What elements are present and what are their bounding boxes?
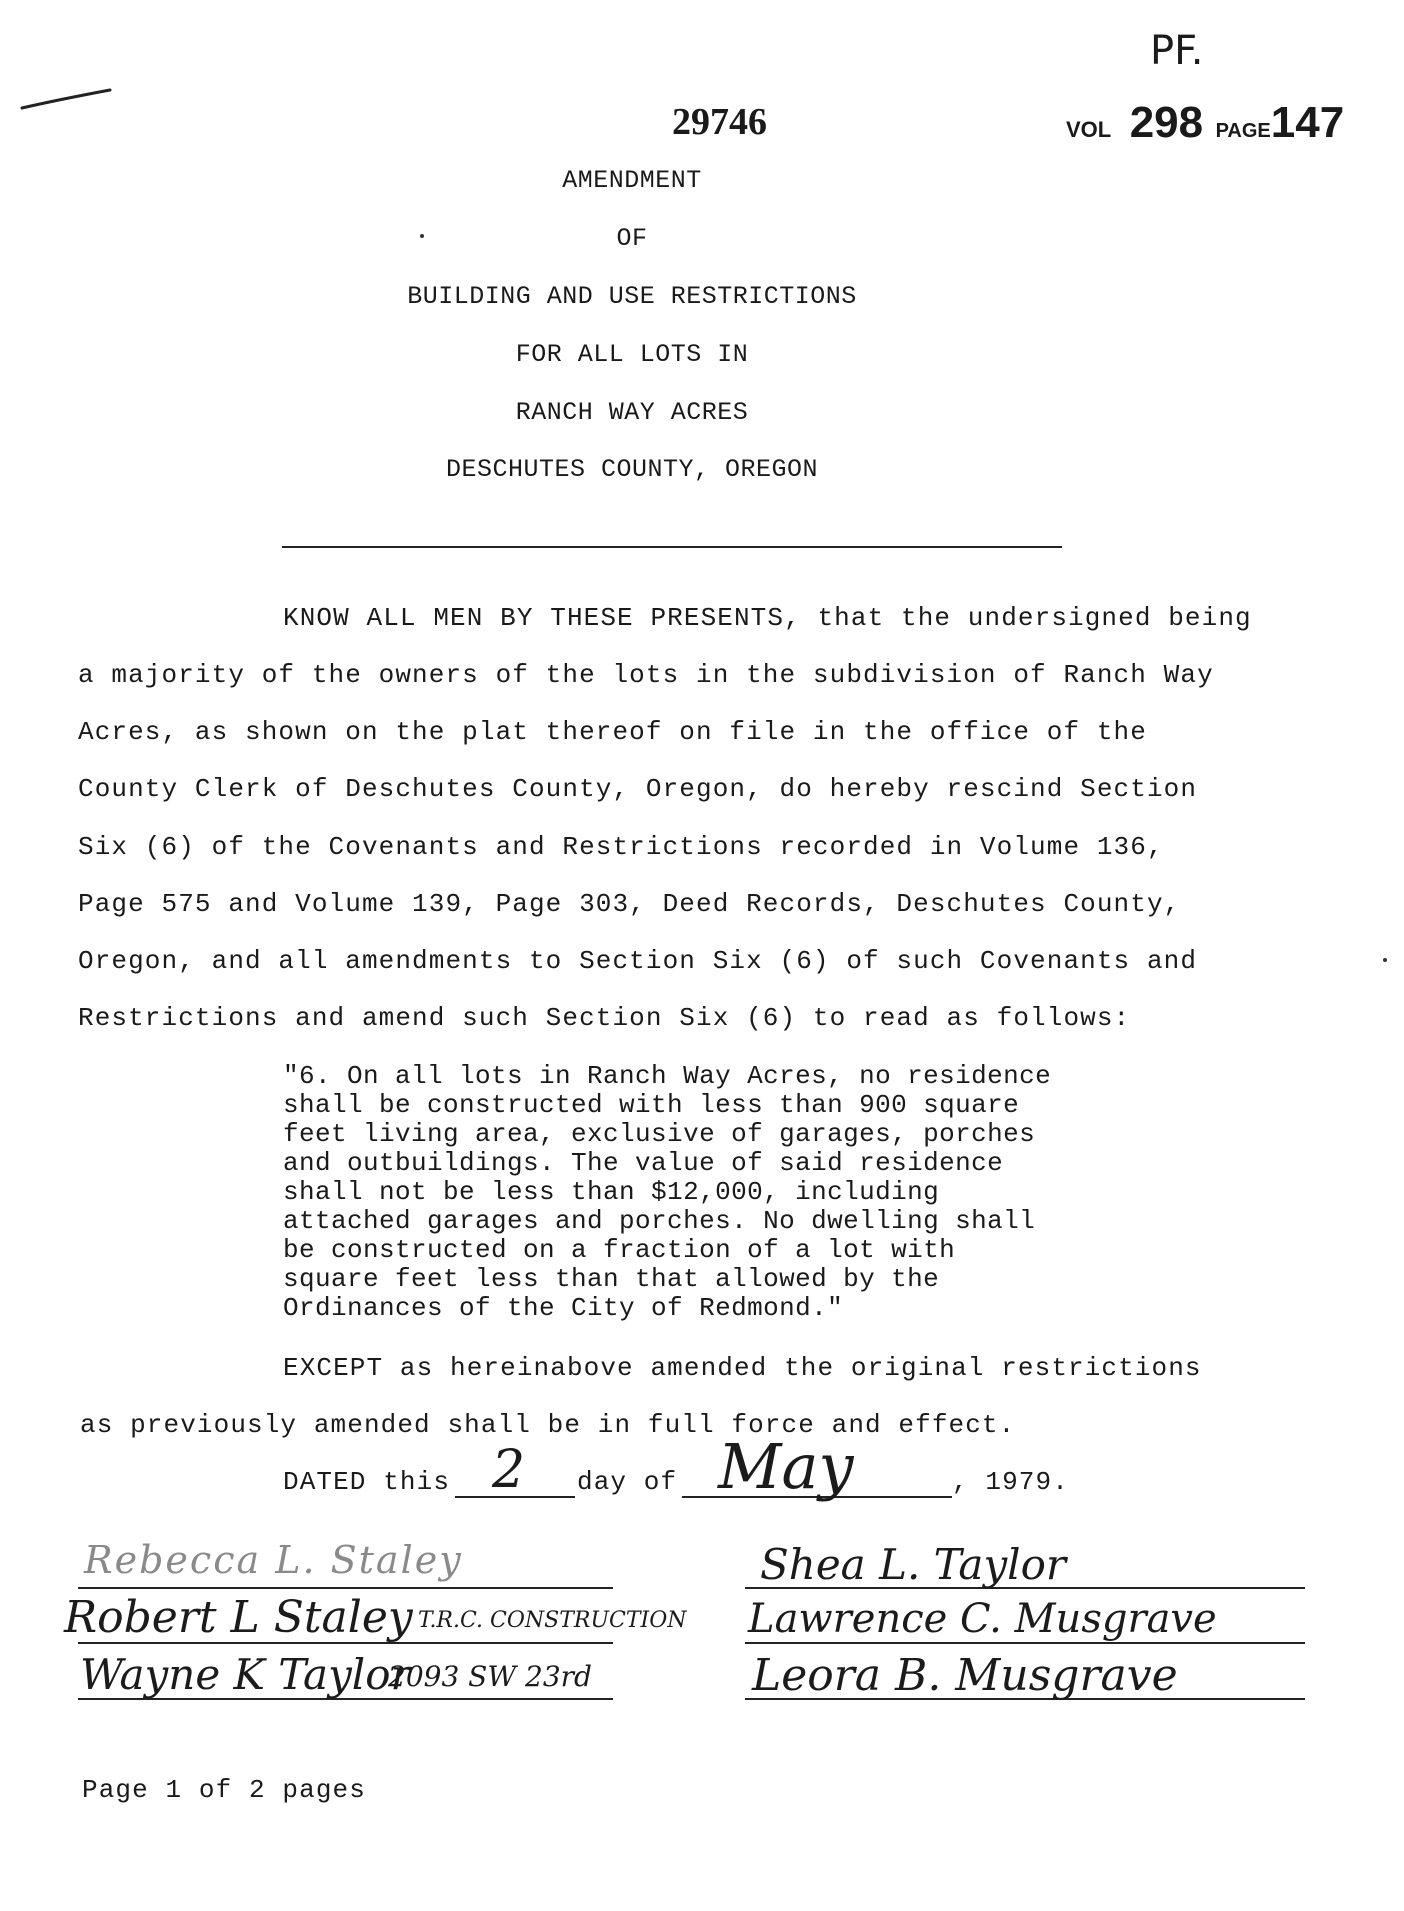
- signature-right-2: Lawrence C. Musgrave: [748, 1596, 1217, 1642]
- title-line-2: OF: [616, 224, 648, 253]
- signature-line: [78, 1587, 613, 1589]
- stray-dot: [1383, 958, 1387, 962]
- body-line: Restrictions and amend such Section Six (6) to read as follows:: [78, 1003, 1131, 1033]
- vol-label: VOL: [1066, 117, 1112, 142]
- page-number: 147: [1270, 98, 1345, 147]
- stray-dot: [420, 234, 424, 238]
- vol-number: 298: [1129, 98, 1204, 147]
- except-line: as previously amended shall be in full force and effect.: [80, 1410, 1016, 1440]
- signature-left-2: Robert L Staley: [64, 1592, 413, 1643]
- title-line-5: RANCH WAY ACRES: [515, 398, 749, 427]
- body-line: Acres, as shown on the plat thereof on file in the office of the: [78, 717, 1147, 747]
- quoted-section-six: [283, 1062, 1051, 1323]
- quote-line: be constructed on a fraction of a lot with: [283, 1235, 956, 1265]
- body-line: Page 575 and Volume 139, Page 303, Deed Records, Deschutes County,: [78, 889, 1181, 919]
- dated-prefix: DATED this: [283, 1467, 451, 1497]
- quote-line: "6. On all lots in Ranch Way Acres, no residence: [283, 1061, 1052, 1091]
- page-label: PAGE: [1215, 120, 1271, 142]
- signature-left-annotation-1: T.R.C. CONSTRUCTION: [418, 1608, 687, 1633]
- dated-day-value: 2: [492, 1440, 526, 1500]
- signature-right-3: Leora B. Musgrave: [752, 1650, 1178, 1701]
- title-line-1: AMENDMENT: [562, 166, 702, 195]
- quote-line: shall be constructed with less than 900 square: [283, 1090, 1020, 1120]
- quote-line: feet living area, exclusive of garages, porches: [283, 1119, 1036, 1149]
- signature-line: [745, 1642, 1305, 1644]
- signature-left-3: Wayne K Taylor: [80, 1650, 411, 1699]
- document-number: 29746: [672, 101, 767, 143]
- dated-suffix: , 1979.: [952, 1467, 1069, 1497]
- title-line-3: BUILDING AND USE RESTRICTIONS: [407, 282, 857, 311]
- dated-middle: day of: [577, 1467, 678, 1497]
- title-divider: [282, 546, 1062, 548]
- quote-line: attached garages and porches. No dwelling shall: [283, 1206, 1036, 1236]
- page-indicator: Page 1 of 2 pages: [82, 1775, 366, 1805]
- body-line: KNOW ALL MEN BY THESE PRESENTS, that the undersigned being: [283, 603, 1252, 633]
- volume-page-stamp: [1066, 98, 1344, 148]
- signature-left-annotation-2: 2093 SW 23rd: [388, 1660, 592, 1693]
- dated-month-value: May: [718, 1430, 854, 1503]
- body-line: Six (6) of the Covenants and Restrictions recorded in Volume 136,: [78, 832, 1164, 862]
- body-line: County Clerk of Deschutes County, Oregon, do hereby rescind Section: [78, 774, 1198, 804]
- handwritten-mark: PF.: [1150, 28, 1204, 74]
- pen-stroke-mark: [18, 86, 118, 116]
- quote-line: square feet less than that allowed by the: [283, 1264, 940, 1294]
- title-line-6: DESCHUTES COUNTY, OREGON: [445, 455, 819, 484]
- signature-left-1: Rebecca L. Staley: [84, 1538, 463, 1582]
- quote-line: shall not be less than $12,000, including: [283, 1177, 940, 1207]
- except-line: EXCEPT as hereinabove amended the original restrictions: [283, 1353, 1202, 1383]
- title-line-4: FOR ALL LOTS IN: [515, 340, 749, 369]
- body-line: a majority of the owners of the lots in the subdivision of Ranch Way: [78, 660, 1214, 690]
- quote-line: Ordinances of the City of Redmond.": [283, 1293, 844, 1323]
- signature-right-1: Shea L. Taylor: [760, 1540, 1066, 1589]
- quote-line: and outbuildings. The value of said residence: [283, 1148, 1004, 1178]
- body-line: Oregon, and all amendments to Section Six (6) of such Covenants and: [78, 946, 1198, 976]
